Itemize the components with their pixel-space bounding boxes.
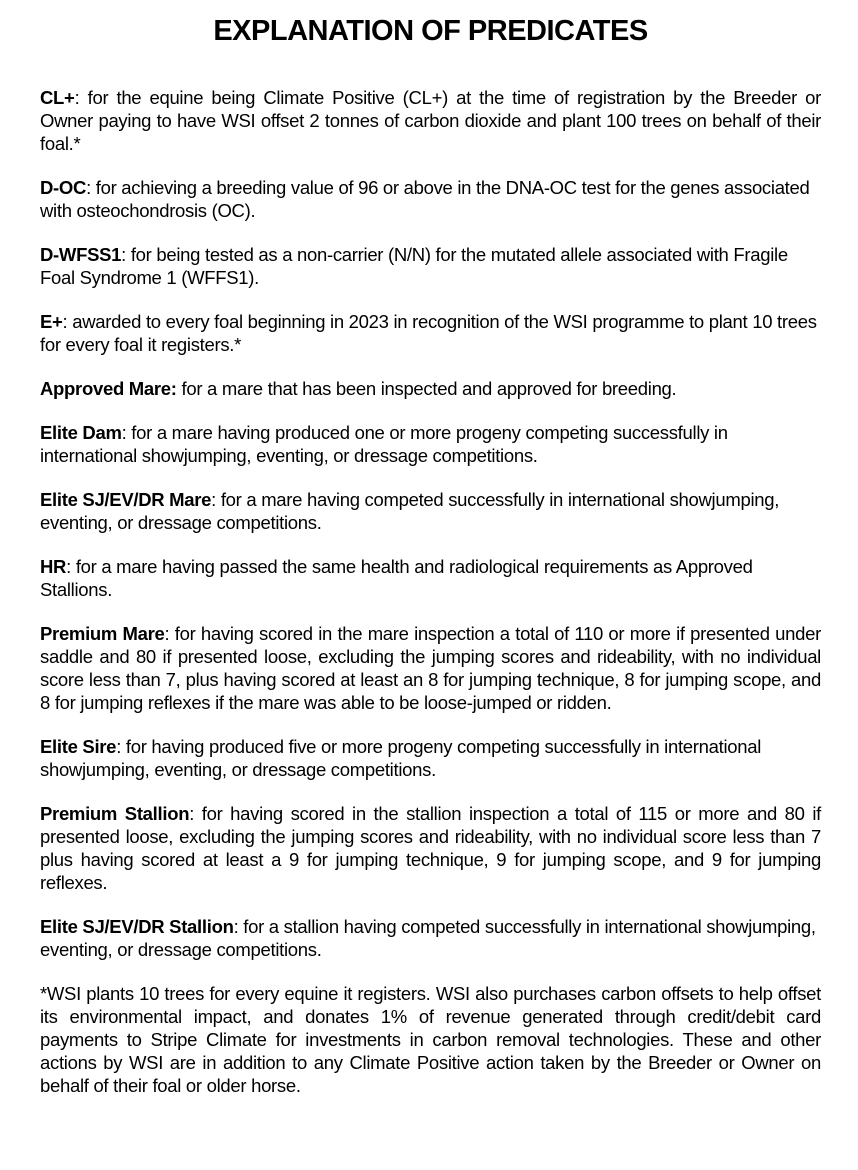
- predicate-term: E+: [40, 311, 63, 332]
- term-separator: :: [211, 489, 221, 510]
- predicate-definition: for a stallion having competed successfully in international showjumping, eventing, or dressage competitions.: [40, 916, 816, 960]
- predicate-term: Approved Mare:: [40, 378, 177, 399]
- predicate-entry-premium-stallion: [40, 802, 821, 894]
- predicate-definition: for a mare having passed the same health and radiological requirements as Approved Stallions.: [40, 556, 753, 600]
- footnote: *WSI plants 10 trees for every equine it registers. WSI also purchases carbon offsets to help offset its environmental impact, and donates 1% of revenue generated through credit/debit card payments to Stripe Climate for investments in carbon removal technologies. These and other actions by WSI are in addition to any Climate Positive action taken by the Breeder or Owner on behalf of their foal or older horse.: [40, 983, 821, 1096]
- predicate-entry-d-wfss1: [40, 243, 821, 289]
- predicate-definition: for achieving a breeding value of 96 or above in the DNA-OC test for the genes associated with osteochondrosis (OC).: [40, 177, 810, 221]
- predicate-term: Elite Sire: [40, 736, 117, 757]
- predicate-entry-elite-sj-ev-dr-stallion: [40, 915, 821, 961]
- predicate-definition: for a mare having competed successfully in international showjumping, eventing, or dressage competitions.: [40, 489, 780, 533]
- predicate-term: Premium Mare: [40, 623, 165, 644]
- predicate-entry-elite-dam: [40, 421, 821, 467]
- term-separator: :: [121, 244, 131, 265]
- predicate-term: D-WFSS1: [40, 244, 122, 265]
- predicate-entry-elite-sj-ev-dr-mare: [40, 488, 821, 534]
- predicate-term: Elite Dam: [40, 422, 122, 443]
- predicate-definition: for a mare having produced one or more progeny competing successfully in international showjumping, eventing, or dressage competitions.: [40, 422, 728, 466]
- predicate-definition: for having produced five or more progeny competing successfully in international showjumping, eventing, or dressage competitions.: [40, 736, 762, 780]
- predicate-entry-premium-mare: [40, 622, 821, 714]
- predicate-term: HR: [40, 556, 67, 577]
- predicate-term: Premium Stallion: [40, 803, 190, 824]
- term-separator: :: [121, 422, 132, 443]
- predicate-term: Elite SJ/EV/DR Stallion: [40, 916, 234, 937]
- predicate-definition: for the equine being Climate Positive (CL+) at the time of registration by the Breeder or Owner paying to have WSI offset 2 tonnes of carbon dioxide and plant 100 trees on behalf of their foal.*: [40, 87, 821, 154]
- predicate-term: D-OC: [40, 177, 87, 198]
- term-separator: :: [164, 623, 175, 644]
- predicate-definition: for a mare that has been inspected and approved for breeding.: [181, 378, 677, 399]
- predicate-definition: awarded to every foal beginning in 2023 in recognition of the WSI programme to plant 10 trees for every foal it registers.*: [40, 311, 817, 355]
- term-separator: :: [189, 803, 202, 824]
- term-separator: :: [233, 916, 244, 937]
- predicate-term: CL+: [40, 87, 75, 108]
- term-separator: :: [66, 556, 76, 577]
- predicate-definition: for being tested as a non-carrier (N/N) for the mutated allele associated with Fragile Foal Syndrome 1 (WFFS1).: [40, 244, 788, 288]
- predicate-entry-d-oc: [40, 176, 821, 222]
- predicate-entry-elite-sire: [40, 735, 821, 781]
- predicate-entry-hr: [40, 555, 821, 601]
- term-separator: :: [74, 87, 88, 108]
- predicate-term: Elite SJ/EV/DR Mare: [40, 489, 212, 510]
- term-separator: :: [86, 177, 96, 198]
- predicate-definition: for having scored in the mare inspection a total of 110 or more if presented under saddle and 80 if presented loose, excluding the jumping scores and rideability, with no individual score less than 7, plus having scored at least an 8 for jumping technique, 8 for jumping scope, and 8 for jumping reflexes if the mare was able to be loose-jumped or ridden.: [40, 623, 822, 713]
- term-separator: :: [116, 736, 126, 757]
- predicate-entry-approved-mare: [40, 377, 821, 400]
- predicate-entry-e-plus: [40, 310, 821, 356]
- term-separator: :: [62, 311, 73, 332]
- predicate-definition: for having scored in the stallion inspection a total of 115 or more and 80 if presented loose, excluding the jumping scores and rideability, with no individual score less than 7 plus having scored at least a 9 for jumping technique, 9 for jumping scope, and 9 for jumping reflexes.: [40, 803, 821, 893]
- predicate-entry-cl-plus: [40, 86, 821, 155]
- page-title: EXPLANATION OF PREDICATES: [213, 15, 648, 47]
